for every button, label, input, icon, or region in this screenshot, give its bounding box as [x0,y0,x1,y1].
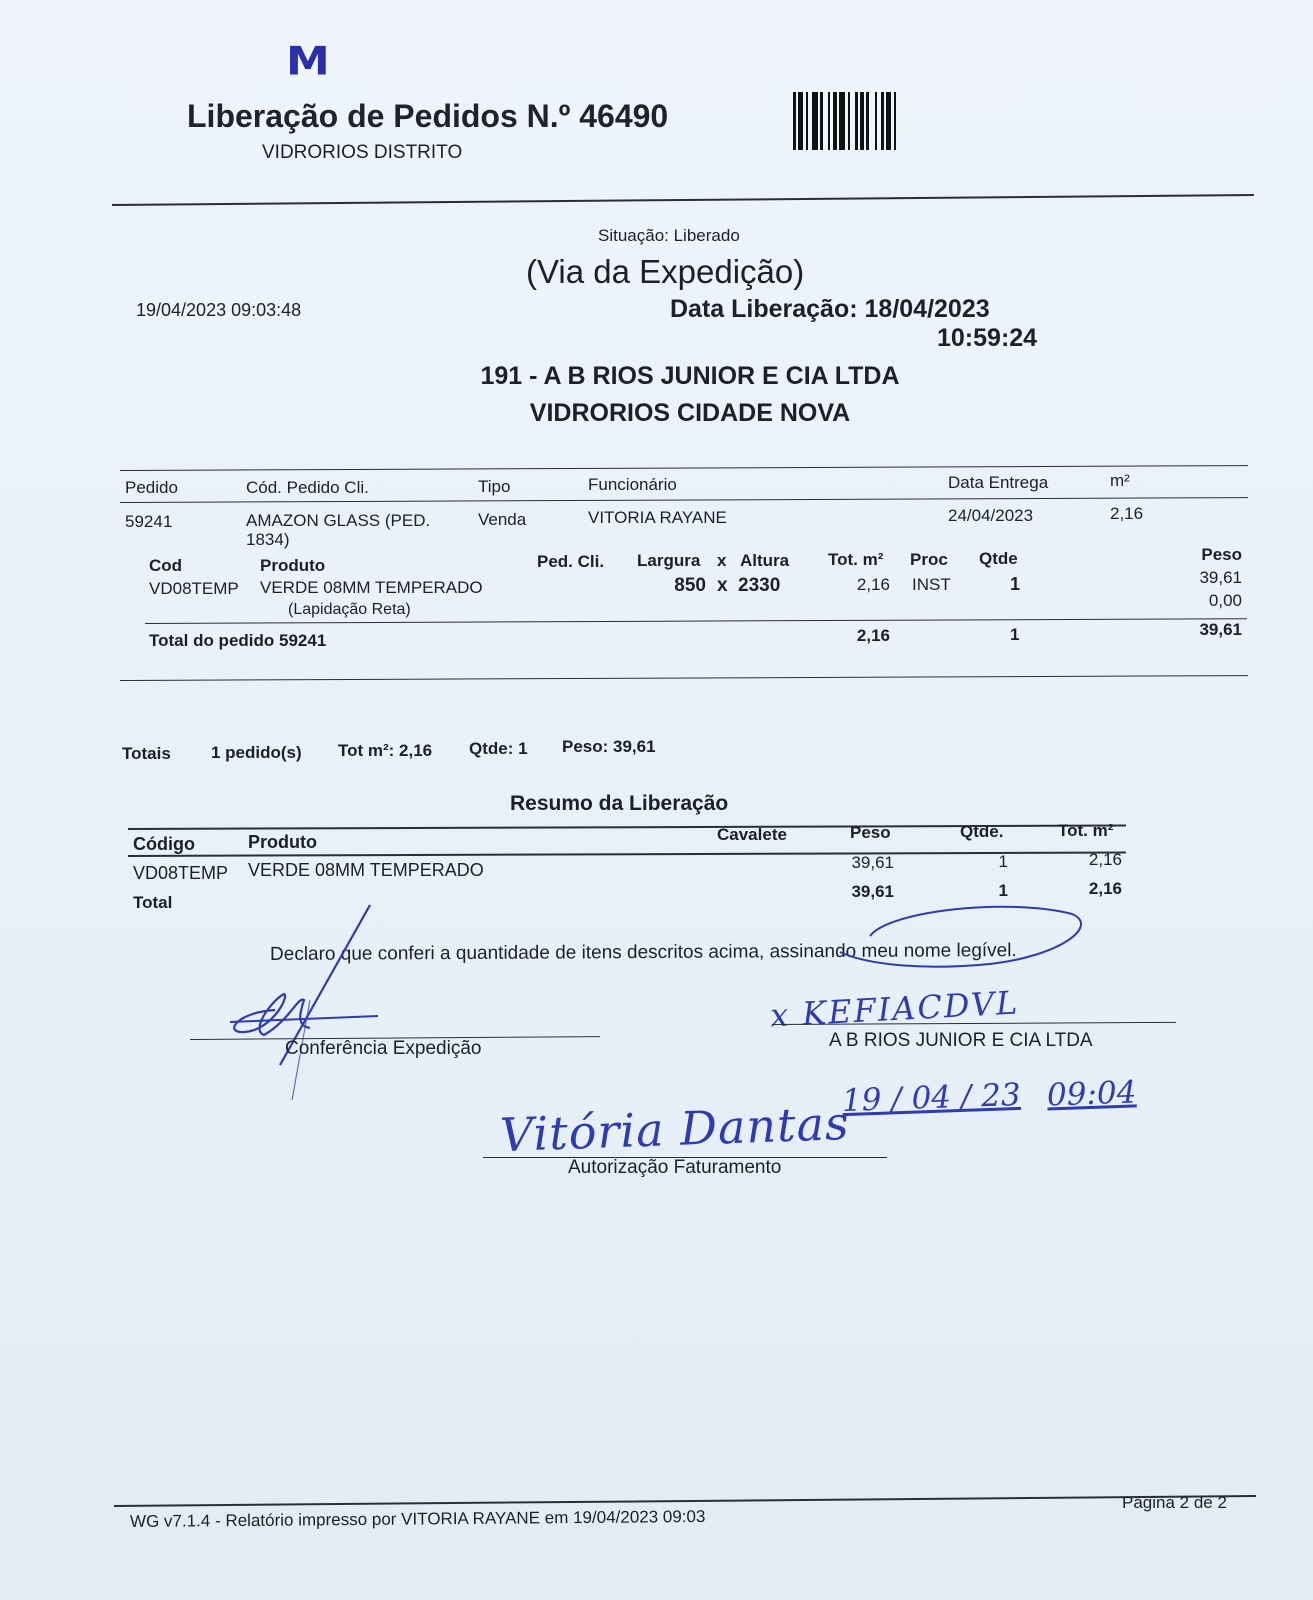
item-tot-m2: 2,16 [856,575,890,594]
order-tipo: Venda [478,510,527,529]
order-total-qtde: 1 [1010,625,1020,644]
summary-total-label: Total [133,893,173,912]
item-qtde: 1 [1010,574,1021,594]
col-header-pedido: Pedido [125,478,178,497]
company-label: A B RIOS JUNIOR E CIA LTDA [829,1030,1093,1051]
summary-total-tot-m2: 2,16 [1088,879,1122,898]
summary-row-peso: 39,61 [851,853,894,872]
order-funcionario: VITORIA RAYANE [588,508,727,527]
summary-row-tot-m2: 2,16 [1088,850,1122,869]
totals-qtde: Qtde: 1 [469,739,528,758]
item-header-altura: Altura [740,551,790,570]
item-header-qtde: Qtde [979,549,1018,568]
col-header-funcionario: Funcionário [588,475,677,494]
barcode [793,92,991,150]
item-altura: 2330 [738,575,781,596]
summary-header-produto: Produto [248,832,317,852]
totals-label: Totais [122,744,171,763]
order-table-bottom-rule [120,675,1248,681]
table-top-rule [120,465,1248,471]
summary-total-qtde: 1 [998,881,1008,900]
col-header-m2: m² [1110,471,1130,490]
copy-label: (Via da Expedição) [526,253,805,290]
signature-conferencia [180,900,620,1100]
release-time: 10:59:24 [937,324,1038,352]
summary-total-peso: 39,61 [851,882,894,901]
barcode-space [896,92,900,150]
item-header-produto: Produto [260,556,326,575]
document-title: Liberação de Pedidos N.º 46490 [187,98,669,134]
document-subtitle: VIDRORIOS DISTRITO [262,142,463,163]
order-m2: 2,16 [1110,504,1144,523]
item-x: x [717,575,728,596]
order-total-peso: 39,61 [1199,620,1242,639]
col-header-cod-pedido-cli: Cód. Pedido Cli. [246,478,369,497]
item-proc: INST [912,575,951,594]
autorizacao-label: Autorização Faturamento [568,1157,782,1178]
item-total-rule [145,618,1247,624]
order-data-entrega: 24/04/2023 [948,506,1034,525]
item-peso: 39,61 [1199,568,1242,587]
totals-peso: Peso: 39,61 [562,737,656,756]
summary-header-tot-m2: Tot. m² [1058,821,1114,840]
date-handwriting: 19 / 04 / 23 [841,1076,1022,1120]
item-header-ped-cli: Ped. Cli. [537,552,605,571]
item-header-x: x [717,551,727,570]
col-header-data-entrega: Data Entrega [948,473,1049,492]
item-header-peso: Peso [1201,545,1242,564]
item-header-cod: Cod [149,556,183,575]
conferencia-label: Conferência Expedição [285,1038,482,1059]
totals-m2: Tot m²: 2,16 [338,741,433,760]
summary-header-peso: Peso [850,823,891,842]
item-peso-proc: 0,00 [1208,591,1242,610]
footer-page: Página 2 de 2 [1122,1493,1227,1512]
order-total-m2: 2,16 [856,626,890,645]
order-total-label: Total do pedido 59241 [149,631,327,650]
order-cod-pedido-cli-2: 1834) [246,530,290,549]
item-header-tot-m2: Tot. m² [828,550,884,569]
summary-title: Resumo da Liberação [510,792,729,815]
summary-row-qtde: 1 [998,852,1008,871]
handwritten-initial: M [286,38,328,85]
summary-header-cavalete: Cavalete [717,825,787,844]
summary-header-qtde: Qtde. [960,822,1004,841]
summary-row-codigo: VD08TEMP [133,863,229,883]
item-produto: VERDE 08MM TEMPERADO [260,578,483,597]
summary-row-produto: VERDE 08MM TEMPERADO [248,860,484,880]
signature-company-loop [810,896,1090,986]
item-header-largura: Largura [637,551,701,570]
print-datetime: 19/04/2023 09:03:48 [136,300,302,320]
footer-printed-by: WG v7.1.4 - Relatório impresso por VITORIA RAYANE em 19/04/2023 09:03 [129,1506,706,1531]
autorizacao-handwriting: Vitória Dantas [499,1095,851,1163]
client-branch: VIDRORIOS CIDADE NOVA [529,399,851,427]
item-largura: 850 [674,575,706,596]
totals-pedidos: 1 pedido(s) [211,743,302,762]
declaration-text: Declaro que conferi a quantidade de itens descritos acima, assinando meu nome legível. [269,940,1017,965]
footer-rule [114,1495,1256,1507]
status-label: Situação: Liberado [598,226,740,245]
release-date: Data Liberação: 18/04/2023 [670,295,990,323]
item-processo: (Lapidação Reta) [288,601,411,618]
client-name: 191 - A B RIOS JUNIOR E CIA LTDA [480,362,900,390]
item-header-proc: Proc [910,550,948,569]
col-header-tipo: Tipo [478,477,511,496]
item-cod: VD08TEMP [149,579,239,598]
company-handwriting: x KEFIACDVL [769,983,1021,1035]
order-pedido: 59241 [125,512,173,531]
summary-header-codigo: Código [133,834,195,854]
time-handwriting: 09:04 [1046,1074,1137,1114]
header-divider [112,194,1254,206]
order-cod-pedido-cli-1: AMAZON GLASS (PED. [246,511,431,530]
